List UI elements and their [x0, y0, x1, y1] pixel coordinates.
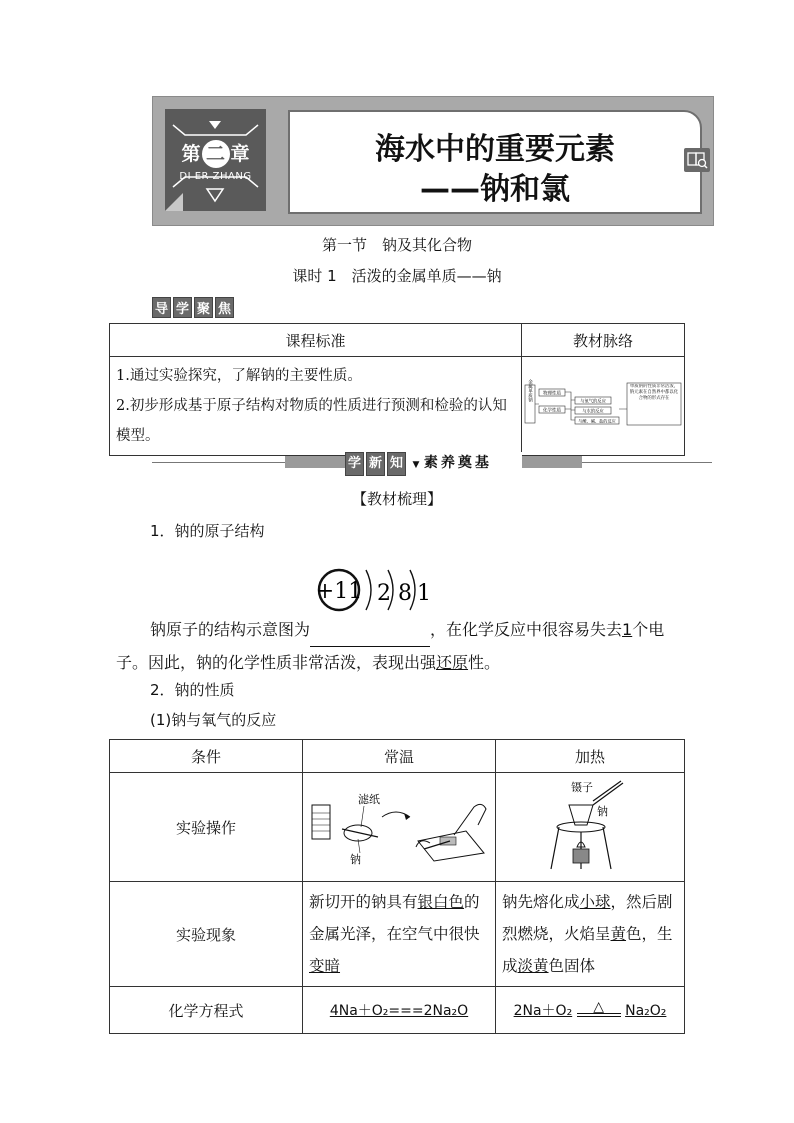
chapter-char-3: 章 [230, 143, 250, 165]
heading-atomic-structure: 1．钠的原子结构 [150, 522, 265, 540]
divider-tag-char: 知 [387, 452, 406, 476]
atomic-structure-paragraph [116, 614, 686, 679]
text-segment: 性。 [468, 653, 501, 672]
guide-tag-char: 学 [173, 297, 192, 318]
sodium-label: 钠 [350, 853, 361, 866]
answer-blank [310, 614, 430, 647]
heating-sodium-figure [497, 777, 683, 873]
standards-table [109, 323, 685, 456]
map-leaf-water: 与水的反应 [582, 409, 604, 415]
map-leaf-acid: 与酸、碱、盐的反应 [578, 418, 616, 424]
book-search-icon-svg [684, 148, 710, 172]
answer-silver-white: 银白色 [417, 893, 465, 911]
shell-electrons: 1 [417, 581, 431, 606]
text-segment: ，然后剧烈燃烧，火焰呈 [502, 893, 673, 943]
main-title-line-2: ——钠和氯 [420, 172, 570, 207]
phenomenon-heating [496, 882, 685, 987]
answer-darken: 变暗 [309, 957, 341, 975]
tongs-label: 镊子 [571, 781, 593, 794]
text-segment: 新切开的钠具有 [309, 893, 418, 911]
text-segment: 钠原子的结构示意图为 [150, 620, 311, 639]
map-branch-chemical: 化学性质 [543, 408, 561, 414]
room-temp-figure-cell [303, 773, 496, 882]
text-segment: 色固体 [548, 957, 596, 975]
standard-item: 1.通过实验探究，了解钠的主要性质。 [116, 368, 362, 384]
header-condition: 条件 [110, 740, 303, 773]
header-course-standard: 课程标准 [110, 324, 522, 357]
review-label: 【教材梳理】 [351, 490, 442, 508]
filter-paper-label: 滤纸 [358, 793, 380, 806]
divider-tag-char: 学 [345, 452, 364, 476]
answer-pale-yellow: 淡黄 [517, 957, 549, 975]
content-map-diagram [523, 379, 683, 429]
answer-yellow: 黄 [610, 925, 627, 943]
text-segment: 个电子。因此，钠的化学性质非常活泼，表现出强 [116, 620, 665, 672]
heat-symbol: △ [593, 999, 605, 1015]
answer-reducing: 还原 [436, 653, 469, 672]
header-room-temp: 常温 [303, 740, 496, 773]
heat-condition [577, 1001, 621, 1020]
sodium-label: 钠 [597, 805, 608, 818]
divider-caption: 素养奠基 [423, 455, 492, 471]
book-search-icon [684, 148, 710, 172]
guide-tag-char: 聚 [194, 297, 213, 318]
text-segment: 色，生成 [502, 925, 673, 975]
page-fold-corner [165, 193, 183, 211]
divider-band-left [285, 456, 345, 468]
map-note: 单质钠的性质非常活泼，钠元素在自然界中都以化合物的形式存在 [629, 384, 679, 401]
title-box [288, 110, 702, 214]
text-segment: 钠先熔化成 [502, 893, 580, 911]
equation-room-temp [303, 987, 496, 1034]
guide-tag-char: 导 [152, 297, 171, 318]
equation-reactants: 2Na＋O₂ [513, 1003, 573, 1019]
lesson-title: 课时 1 活泼的金属单质——钠 [292, 267, 502, 285]
heading-oxygen-reaction: (1)钠与氧气的反应 [150, 711, 277, 729]
map-root: 金属单质钠 [527, 379, 533, 403]
answer-equation-room: 4Na＋O₂===2Na₂O [329, 1003, 469, 1019]
shell-electrons: 8 [398, 581, 412, 606]
heating-figure-cell [496, 773, 685, 882]
heading-properties: 2．钠的性质 [150, 681, 235, 699]
map-branch-physical: 物理性质 [543, 391, 561, 397]
text-segment: 的金属光泽，在空气中很快 [309, 893, 480, 943]
main-title-line-1: 海水中的重要元素 [375, 132, 615, 167]
row-label-operation: 实验操作 [110, 773, 303, 882]
divider-dot-icon: ▼ [412, 460, 420, 470]
divider-tag-char: 新 [366, 452, 385, 476]
standards-list [110, 357, 522, 456]
row-label-phenomenon: 实验现象 [110, 882, 303, 987]
header-heating: 加热 [496, 740, 685, 773]
learn-new-divider [345, 452, 522, 474]
row-label-equation: 化学方程式 [110, 987, 303, 1034]
text-segment: ，在化学反应中很容易失去 [430, 620, 623, 639]
phenomenon-room-temp [303, 882, 496, 987]
divider-band-right [522, 456, 582, 468]
map-leaf-oxygen: 与氧气的反应 [580, 399, 606, 405]
section-title: 第一节 钠及其化合物 [321, 236, 472, 254]
shell-electrons: 2 [377, 581, 391, 606]
cutting-sodium-figure [306, 777, 492, 873]
equation-product: Na₂O₂ [625, 1003, 667, 1019]
sodium-atom-diagram [314, 564, 434, 614]
chapter-number: 二 [202, 140, 230, 168]
answer-small-ball: 小球 [579, 893, 611, 911]
chapter-char-1: 第 [181, 143, 201, 165]
atom-nucleus-charge: +11 [315, 579, 363, 604]
header-content-map: 教材脉络 [522, 324, 685, 357]
guide-tag-char: 焦 [215, 297, 234, 318]
oxygen-reaction-table [109, 739, 685, 1034]
chapter-title [167, 139, 264, 168]
chapter-pinyin: DI ER ZHANG [179, 171, 252, 182]
guide-focus-tag [152, 297, 236, 318]
equation-heating [496, 987, 685, 1034]
standard-item: 2.初步形成基于原子结构对物质的性质进行预测和检验的认知模型。 [116, 398, 507, 444]
content-map-cell [522, 357, 685, 456]
answer-electrons: 1 [622, 620, 633, 639]
